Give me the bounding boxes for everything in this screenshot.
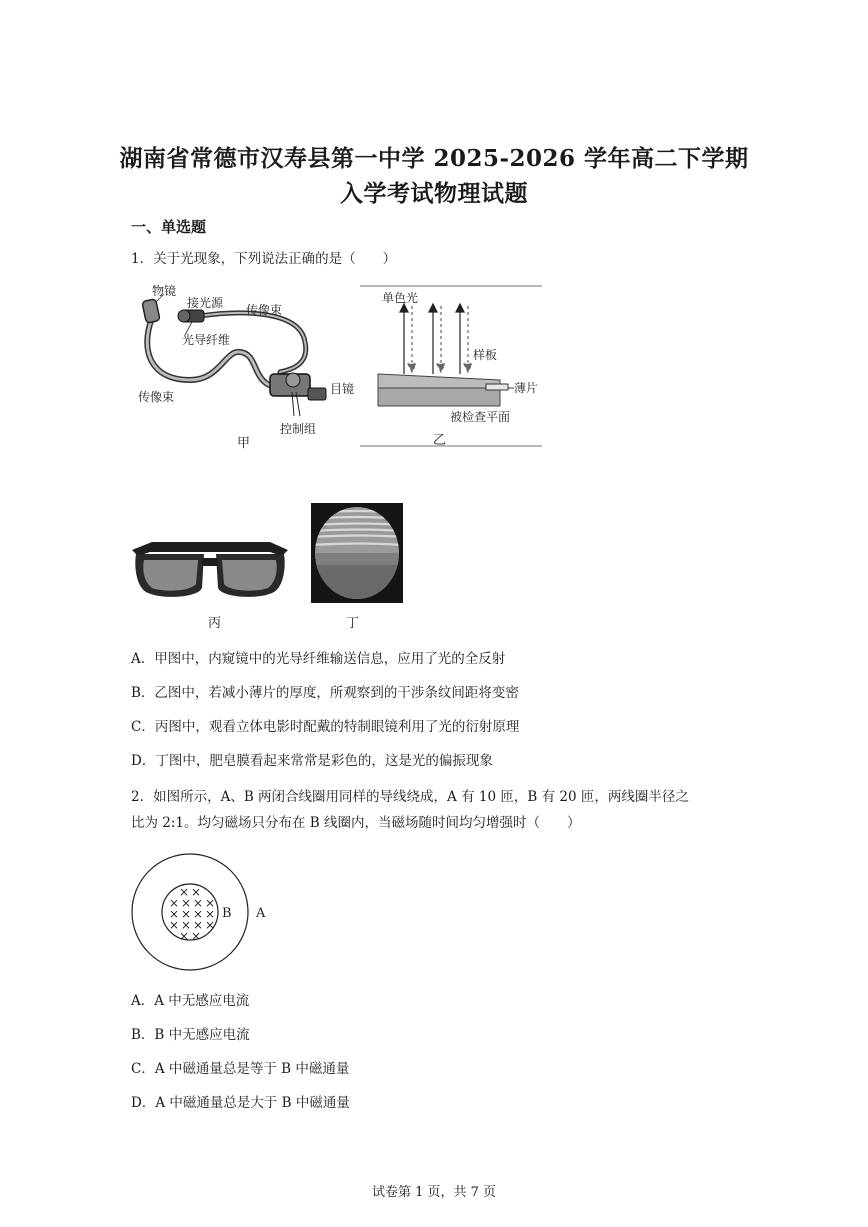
svg-text:×: × — [192, 918, 204, 932]
svg-text:×: × — [204, 896, 216, 910]
q2-option-d: D．A 中磁通量总是大于 B 中磁通量 — [131, 1095, 350, 1111]
label-light-source: 接光源 — [187, 296, 224, 310]
magnetic-field-crosses — [169, 885, 215, 943]
svg-text:×: × — [190, 885, 202, 899]
page-footer: 试卷第 1 页，共 7 页 — [371, 1185, 497, 1200]
svg-text:×: × — [168, 896, 180, 910]
svg-text:×: × — [168, 907, 180, 921]
label-eyepiece: 目镜 — [330, 382, 355, 396]
label-inspected-plane: 被检查平面 — [450, 410, 511, 424]
label-fiber: 光导纤维 — [182, 333, 231, 347]
label-mono-light: 单色光 — [382, 291, 419, 305]
soap-film-figure — [311, 503, 403, 603]
svg-text:×: × — [192, 896, 204, 910]
svg-text:×: × — [204, 907, 216, 921]
interference-figure — [360, 284, 545, 454]
label-template: 样板 — [473, 348, 498, 362]
caption-jia: 甲 — [237, 436, 251, 451]
q2-stem-line-2: 比为 2:1。均匀磁场只分布在 B 线圈内，当磁场随时间均匀增强时（ ） — [131, 815, 581, 831]
section-heading: 一、单选题 — [131, 218, 207, 236]
label-image-bundle-left: 传像束 — [138, 390, 175, 404]
svg-text:×: × — [180, 918, 192, 932]
label-objective: 物镜 — [152, 284, 177, 298]
endoscope-figure — [130, 280, 365, 455]
svg-text:×: × — [178, 885, 190, 899]
q1-option-b: B．乙图中，若减小薄片的厚度，所观察到的干涉条纹间距将变密 — [131, 685, 519, 701]
caption-yi: 乙 — [433, 433, 447, 448]
title-line-1: 湖南省常德市汉寿县第一中学 2025-2026 学年高二下学期 — [119, 145, 749, 172]
svg-text:×: × — [168, 918, 180, 932]
label-control: 控制组 — [280, 422, 317, 436]
title-line-2: 入学考试物理试题 — [340, 180, 528, 207]
caption-ding: 丁 — [346, 616, 360, 631]
q1-option-c: C．丙图中，观看立体电影时配戴的特制眼镜利用了光的衍射原理 — [131, 719, 520, 735]
q1-option-d: D．丁图中，肥皂膜看起来常常是彩色的，这是光的偏振现象 — [131, 753, 493, 769]
q2-option-c: C．A 中磁通量总是等于 B 中磁通量 — [131, 1061, 350, 1077]
svg-text:×: × — [192, 907, 204, 921]
svg-text:×: × — [178, 929, 190, 943]
q2-stem-line-1: 2．如图所示，A、B 两闭合线圈用同样的导线绕成，A 有 10 匝，B 有 20 匝，两线圈半径之 — [131, 789, 689, 805]
svg-text:×: × — [204, 918, 216, 932]
q1-option-a: A．甲图中，内窥镜中的光导纤维输送信息，应用了光的全反射 — [131, 651, 506, 667]
q1-stem: 1．关于光现象，下列说法正确的是（ ） — [131, 251, 397, 267]
svg-text:×: × — [190, 929, 202, 943]
glasses-figure — [130, 536, 290, 606]
svg-text:×: × — [180, 896, 192, 910]
svg-text:×: × — [180, 907, 192, 921]
q2-option-a: A．A 中无感应电流 — [131, 993, 250, 1009]
label-shim: 薄片 — [514, 381, 539, 395]
label-a: A — [256, 906, 266, 921]
coils-figure — [130, 850, 280, 974]
q2-option-b: B．B 中无感应电流 — [131, 1027, 250, 1043]
label-b: B — [222, 906, 232, 921]
caption-bing: 丙 — [208, 616, 222, 631]
label-image-bundle-top: 传像束 — [246, 303, 283, 317]
